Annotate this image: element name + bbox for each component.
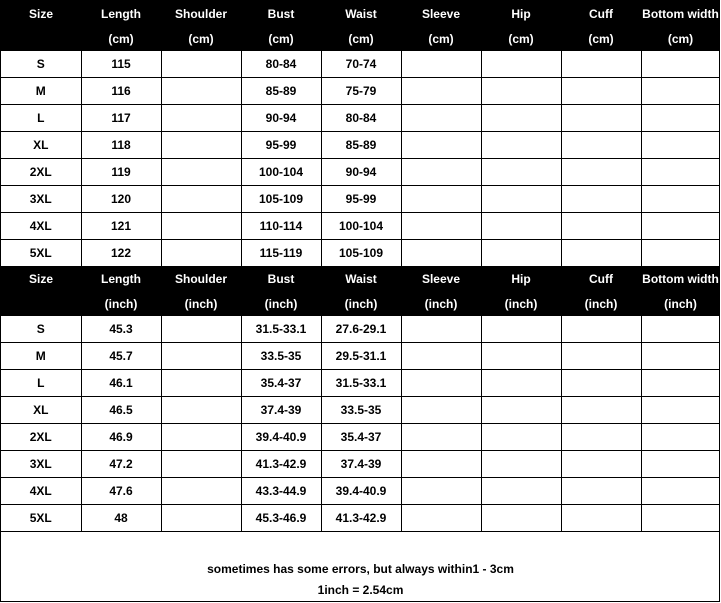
header-bottom-width: Bottom width: [641, 1, 720, 27]
unit-length: (cm): [81, 27, 161, 51]
cell-size: 5XL: [1, 505, 81, 532]
cell-waist: 85-89: [321, 132, 401, 159]
cell-hip: [481, 397, 561, 424]
table-row: [1, 240, 720, 267]
cell-cuff: [561, 370, 641, 397]
cell-cuff: [561, 240, 641, 267]
cell-hip: [481, 505, 561, 532]
size-table-inch: [1, 266, 720, 532]
cell-hip: [481, 132, 561, 159]
header-row-labels: [1, 266, 720, 292]
cell-waist: 95-99: [321, 186, 401, 213]
cell-size: XL: [1, 397, 81, 424]
unit-shoulder: (inch): [161, 292, 241, 316]
cell-waist: 39.4-40.9: [321, 478, 401, 505]
cell-bottom-width: [641, 213, 720, 240]
cell-size: S: [1, 316, 81, 343]
cell-size: L: [1, 370, 81, 397]
header-hip: Hip: [481, 266, 561, 292]
cell-waist: 100-104: [321, 213, 401, 240]
cell-waist: 27.6-29.1: [321, 316, 401, 343]
cell-bottom-width: [641, 343, 720, 370]
cell-sleeve: [401, 186, 481, 213]
cell-bottom-width: [641, 478, 720, 505]
cell-cuff: [561, 78, 641, 105]
header-length: Length: [81, 1, 161, 27]
cell-waist: 105-109: [321, 240, 401, 267]
cell-cuff: [561, 451, 641, 478]
table-row: [1, 478, 720, 505]
cell-sleeve: [401, 105, 481, 132]
cell-hip: [481, 424, 561, 451]
cell-bust: 80-84: [241, 51, 321, 78]
table-row: [1, 105, 720, 132]
cell-shoulder: [161, 397, 241, 424]
cell-sleeve: [401, 51, 481, 78]
header-row-units: [1, 27, 720, 51]
cell-cuff: [561, 343, 641, 370]
unit-hip: (cm): [481, 27, 561, 51]
cell-bottom-width: [641, 505, 720, 532]
cell-shoulder: [161, 370, 241, 397]
cell-sleeve: [401, 478, 481, 505]
header-size: Size: [1, 1, 81, 27]
table-row: [1, 370, 720, 397]
cell-size: 2XL: [1, 159, 81, 186]
cell-bust: 37.4-39: [241, 397, 321, 424]
cell-waist: 90-94: [321, 159, 401, 186]
cell-size: 4XL: [1, 478, 81, 505]
cell-length: 120: [81, 186, 161, 213]
cell-shoulder: [161, 186, 241, 213]
cell-cuff: [561, 213, 641, 240]
cell-waist: 41.3-42.9: [321, 505, 401, 532]
cell-waist: 29.5-31.1: [321, 343, 401, 370]
cell-hip: [481, 186, 561, 213]
cell-cuff: [561, 505, 641, 532]
cell-hip: [481, 316, 561, 343]
cell-bust: 41.3-42.9: [241, 451, 321, 478]
cell-waist: 75-79: [321, 78, 401, 105]
table-row: [1, 51, 720, 78]
cell-sleeve: [401, 505, 481, 532]
cell-cuff: [561, 105, 641, 132]
cell-cuff: [561, 132, 641, 159]
cell-sleeve: [401, 240, 481, 267]
cell-size: XL: [1, 132, 81, 159]
cell-length: 122: [81, 240, 161, 267]
unit-size: [1, 292, 81, 316]
table-row: [1, 343, 720, 370]
cell-size: S: [1, 51, 81, 78]
cell-size: 3XL: [1, 451, 81, 478]
header-waist: Waist: [321, 1, 401, 27]
cell-hip: [481, 213, 561, 240]
header-shoulder: Shoulder: [161, 1, 241, 27]
cell-size: 3XL: [1, 186, 81, 213]
cell-cuff: [561, 424, 641, 451]
cell-bust: 85-89: [241, 78, 321, 105]
cell-shoulder: [161, 424, 241, 451]
cell-shoulder: [161, 78, 241, 105]
cell-bust: 115-119: [241, 240, 321, 267]
cell-bottom-width: [641, 316, 720, 343]
header-sleeve: Sleeve: [401, 266, 481, 292]
cell-bottom-width: [641, 78, 720, 105]
cell-bottom-width: [641, 451, 720, 478]
cell-shoulder: [161, 316, 241, 343]
unit-shoulder: (cm): [161, 27, 241, 51]
header-bust: Bust: [241, 266, 321, 292]
cell-waist: 33.5-35: [321, 397, 401, 424]
table-row: [1, 424, 720, 451]
cell-shoulder: [161, 51, 241, 78]
cell-hip: [481, 343, 561, 370]
cell-shoulder: [161, 478, 241, 505]
table-row: [1, 213, 720, 240]
cell-bottom-width: [641, 132, 720, 159]
header-bust: Bust: [241, 1, 321, 27]
cell-bottom-width: [641, 424, 720, 451]
cell-bottom-width: [641, 186, 720, 213]
table-row: [1, 505, 720, 532]
header-size: Size: [1, 266, 81, 292]
size-table-cm: [1, 1, 720, 266]
cell-bottom-width: [641, 159, 720, 186]
cell-length: 46.9: [81, 424, 161, 451]
cell-hip: [481, 240, 561, 267]
cell-bust: 100-104: [241, 159, 321, 186]
cell-waist: 70-74: [321, 51, 401, 78]
table-row: [1, 397, 720, 424]
cell-bottom-width: [641, 51, 720, 78]
header-cuff: Cuff: [561, 266, 641, 292]
cell-hip: [481, 159, 561, 186]
cell-hip: [481, 478, 561, 505]
cell-length: 45.7: [81, 343, 161, 370]
cell-cuff: [561, 316, 641, 343]
header-waist: Waist: [321, 266, 401, 292]
unit-bottom-width: (inch): [641, 292, 720, 316]
cell-bust: 105-109: [241, 186, 321, 213]
cell-cuff: [561, 478, 641, 505]
cell-sleeve: [401, 159, 481, 186]
cell-waist: 37.4-39: [321, 451, 401, 478]
header-bottom-width: Bottom width: [641, 266, 720, 292]
cell-waist: 31.5-33.1: [321, 370, 401, 397]
cell-sleeve: [401, 397, 481, 424]
table-row: [1, 316, 720, 343]
unit-length: (inch): [81, 292, 161, 316]
header-length: Length: [81, 266, 161, 292]
header-row-labels: [1, 1, 720, 27]
cell-waist: 35.4-37: [321, 424, 401, 451]
header-row-units: [1, 292, 720, 316]
unit-bottom-width: (cm): [641, 27, 720, 51]
unit-sleeve: (inch): [401, 292, 481, 316]
unit-size: [1, 27, 81, 51]
cell-length: 116: [81, 78, 161, 105]
cell-length: 48: [81, 505, 161, 532]
table-row: [1, 132, 720, 159]
cell-size: M: [1, 343, 81, 370]
cell-bust: 39.4-40.9: [241, 424, 321, 451]
cell-hip: [481, 51, 561, 78]
header-hip: Hip: [481, 1, 561, 27]
cell-bust: 95-99: [241, 132, 321, 159]
cell-sleeve: [401, 316, 481, 343]
unit-cuff: (cm): [561, 27, 641, 51]
cell-cuff: [561, 186, 641, 213]
header-sleeve: Sleeve: [401, 1, 481, 27]
cell-shoulder: [161, 505, 241, 532]
cell-bottom-width: [641, 370, 720, 397]
cell-hip: [481, 105, 561, 132]
cell-waist: 80-84: [321, 105, 401, 132]
cell-shoulder: [161, 213, 241, 240]
table-row: [1, 186, 720, 213]
cell-sleeve: [401, 78, 481, 105]
cell-hip: [481, 370, 561, 397]
cell-length: 45.3: [81, 316, 161, 343]
cell-bottom-width: [641, 397, 720, 424]
cell-hip: [481, 451, 561, 478]
cell-bust: 33.5-35: [241, 343, 321, 370]
unit-bust: (inch): [241, 292, 321, 316]
cell-bust: 35.4-37: [241, 370, 321, 397]
cell-bottom-width: [641, 240, 720, 267]
cell-bust: 90-94: [241, 105, 321, 132]
cell-bust: 45.3-46.9: [241, 505, 321, 532]
cell-cuff: [561, 397, 641, 424]
cell-length: 46.5: [81, 397, 161, 424]
cell-length: 115: [81, 51, 161, 78]
cell-sleeve: [401, 132, 481, 159]
unit-cuff: (inch): [561, 292, 641, 316]
table-row: [1, 451, 720, 478]
header-cuff: Cuff: [561, 1, 641, 27]
measurement-notes: [1, 532, 720, 598]
table-row: [1, 159, 720, 186]
cell-shoulder: [161, 451, 241, 478]
cell-hip: [481, 78, 561, 105]
cell-bust: 110-114: [241, 213, 321, 240]
cell-shoulder: [161, 343, 241, 370]
conversion-note: 1inch = 2.54cm: [317, 583, 404, 597]
cell-size: 4XL: [1, 213, 81, 240]
cell-size: M: [1, 78, 81, 105]
cell-sleeve: [401, 451, 481, 478]
unit-hip: (inch): [481, 292, 561, 316]
unit-sleeve: (cm): [401, 27, 481, 51]
table-row: [1, 78, 720, 105]
unit-waist: (inch): [321, 292, 401, 316]
cell-sleeve: [401, 370, 481, 397]
unit-waist: (cm): [321, 27, 401, 51]
cell-sleeve: [401, 424, 481, 451]
cell-size: 5XL: [1, 240, 81, 267]
cell-sleeve: [401, 343, 481, 370]
cell-shoulder: [161, 159, 241, 186]
cell-bottom-width: [641, 105, 720, 132]
cell-shoulder: [161, 105, 241, 132]
cell-cuff: [561, 51, 641, 78]
cell-length: 47.2: [81, 451, 161, 478]
cell-length: 119: [81, 159, 161, 186]
cell-size: L: [1, 105, 81, 132]
header-shoulder: Shoulder: [161, 266, 241, 292]
cell-size: 2XL: [1, 424, 81, 451]
cell-length: 47.6: [81, 478, 161, 505]
unit-bust: (cm): [241, 27, 321, 51]
cell-length: 118: [81, 132, 161, 159]
cell-length: 46.1: [81, 370, 161, 397]
cell-cuff: [561, 159, 641, 186]
error-note: sometimes has some errors, but always within1 - 3cm: [207, 562, 514, 576]
cell-shoulder: [161, 132, 241, 159]
cell-length: 121: [81, 213, 161, 240]
cell-sleeve: [401, 213, 481, 240]
cell-shoulder: [161, 240, 241, 267]
cell-bust: 43.3-44.9: [241, 478, 321, 505]
cell-length: 117: [81, 105, 161, 132]
cell-bust: 31.5-33.1: [241, 316, 321, 343]
